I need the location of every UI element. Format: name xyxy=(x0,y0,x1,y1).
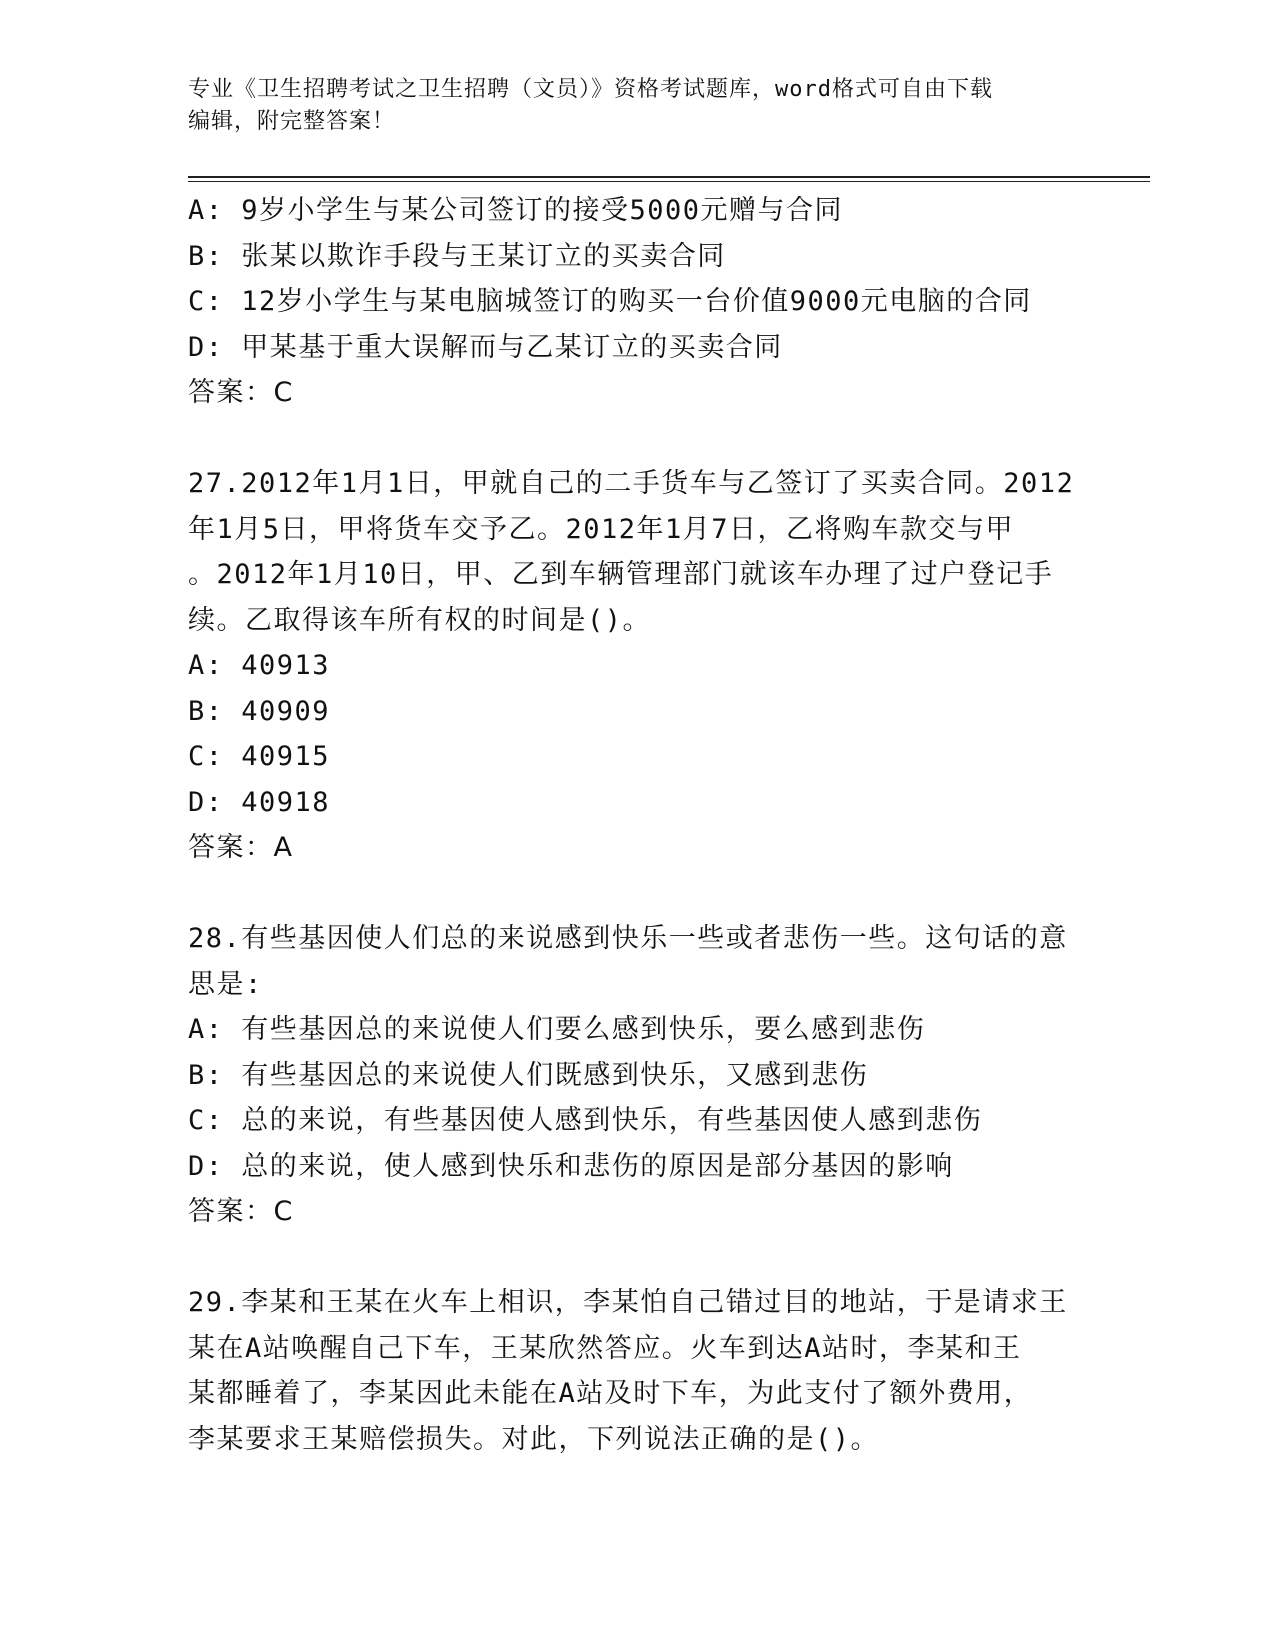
option-b: B: 40909 xyxy=(188,695,331,727)
question-stem-line: 思是: xyxy=(188,968,263,1000)
header-divider-thin xyxy=(188,181,1150,182)
header-divider-thick xyxy=(188,176,1150,178)
option-b: B: 张某以欺诈手段与王某订立的买卖合同 xyxy=(188,240,726,272)
spacer xyxy=(188,871,1088,917)
question-29 xyxy=(188,1280,1088,1462)
question-stem-line: 年1月5日，甲将货车交予乙。2012年1月7日，乙将购车款交与甲 xyxy=(188,513,1015,545)
spacer xyxy=(188,416,1088,462)
question-list xyxy=(188,188,1088,1462)
question-stem-line: 李某要求王某赔偿损失。对此，下列说法正确的是()。 xyxy=(188,1423,880,1455)
option-c: C: 12岁小学生与某电脑城签订的购买一台价值9000元电脑的合同 xyxy=(188,286,1032,317)
answer-line: 答案：A xyxy=(188,832,294,863)
spacer xyxy=(188,1235,1088,1281)
option-d: D: 40918 xyxy=(188,786,331,818)
question-28 xyxy=(188,916,1088,1235)
answer-line: 答案：C xyxy=(188,1196,294,1227)
answer-line: 答案：C xyxy=(188,377,294,408)
header-line-2: 编辑，附完整答案！ xyxy=(188,109,396,134)
option-a: A: 40913 xyxy=(188,650,331,681)
option-a: A: 9岁小学生与某公司签订的接受5000元赠与合同 xyxy=(188,195,844,226)
question-26 xyxy=(188,188,1088,416)
option-b: B: 有些基因总的来说使人们既感到快乐，又感到悲伤 xyxy=(188,1059,869,1091)
option-c: C: 40915 xyxy=(188,741,331,772)
document-header xyxy=(188,74,1088,138)
question-stem-line: 28.有些基因使人们总的来说感到快乐一些或者悲伤一些。这句话的意 xyxy=(188,923,1068,954)
question-stem-line: 27.2012年1月1日，甲就自己的二手货车与乙签订了买卖合同。2012 xyxy=(188,468,1075,499)
question-stem-line: 。2012年1月10日，甲、乙到车辆管理部门就该车办理了过户登记手 xyxy=(188,559,1054,590)
question-stem-line: 某在A站唤醒自己下车，王某欣然答应。火车到达A站时，李某和王 xyxy=(188,1332,1022,1364)
option-c: C: 总的来说，有些基因使人感到快乐，有些基因使人感到悲伤 xyxy=(188,1105,983,1136)
option-a: A: 有些基因总的来说使人们要么感到快乐，要么感到悲伤 xyxy=(188,1014,926,1045)
question-27 xyxy=(188,461,1088,871)
option-d: D: 甲某基于重大误解而与乙某订立的买卖合同 xyxy=(188,331,783,363)
question-stem-line: 续。乙取得该车所有权的时间是()。 xyxy=(188,604,652,636)
question-stem-line: 某都睡着了，李某因此未能在A站及时下车，为此支付了额外费用， xyxy=(188,1378,1033,1409)
question-stem-line: 29.李某和王某在火车上相识，李某怕自己错过目的地站，于是请求王 xyxy=(188,1287,1068,1318)
header-line-1: 专业《卫生招聘考试之卫生招聘（文员）》资格考试题库，word格式可自由下载 xyxy=(188,77,993,102)
option-d: D: 总的来说，使人感到快乐和悲伤的原因是部分基因的影响 xyxy=(188,1150,954,1182)
